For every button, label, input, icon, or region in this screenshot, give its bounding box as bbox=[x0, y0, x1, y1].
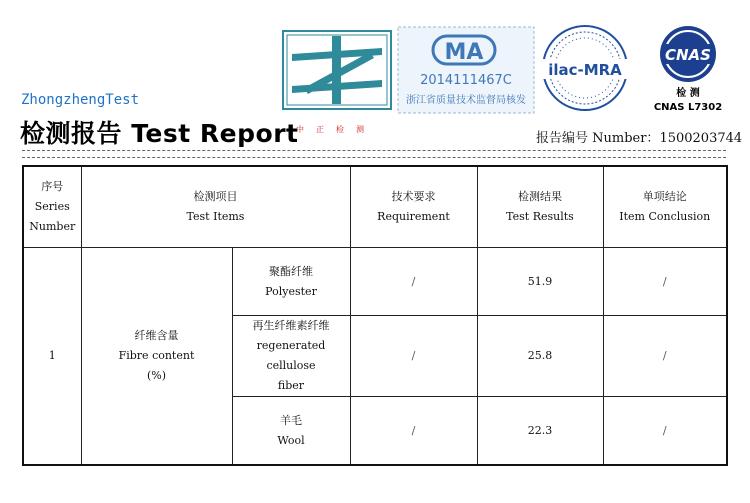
conclusion-cell: / bbox=[603, 316, 727, 397]
brand-subtitle: ZhongzhengTest bbox=[21, 92, 140, 108]
cnas-code: CNAS L7302 bbox=[653, 102, 723, 113]
requirement-cell: / bbox=[350, 316, 477, 397]
test-results-table bbox=[22, 165, 728, 466]
report-header bbox=[0, 0, 750, 160]
cma-logo-icon bbox=[397, 26, 535, 114]
test-item-group-cell: 纤维含量 Fibre content (%) bbox=[81, 248, 232, 466]
sub-item-cell: 聚酯纤维 Polyester bbox=[232, 248, 350, 316]
ilac-text: ilac-MRA bbox=[548, 61, 622, 79]
sub-item-cell: 再生纤维素纤维 regenerated cellulose fiber bbox=[232, 316, 350, 397]
requirement-cell: / bbox=[350, 248, 477, 316]
table-header-row bbox=[23, 166, 727, 248]
cma-caption: 浙江省质量技术监督局核发 bbox=[406, 95, 526, 106]
header-series: 序号 Series Number bbox=[23, 166, 81, 248]
report-number bbox=[536, 127, 742, 146]
header-divider bbox=[22, 150, 726, 158]
page-title: 检测报告 Test Report bbox=[20, 119, 299, 148]
header-item-conclusion: 单项结论 Item Conclusion bbox=[603, 166, 727, 248]
cma-letters: MA bbox=[444, 40, 484, 65]
cnas-text: CNAS bbox=[665, 46, 711, 64]
result-cell: 22.3 bbox=[477, 397, 603, 466]
header-test-items: 检测项目 Test Items bbox=[81, 166, 350, 248]
conclusion-cell: / bbox=[603, 248, 727, 316]
zhongzheng-logo-icon bbox=[282, 30, 392, 110]
cma-code: 2014111467C bbox=[420, 73, 512, 88]
header-test-results: 检测结果 Test Results bbox=[477, 166, 603, 248]
result-cell: 51.9 bbox=[477, 248, 603, 316]
report-number-value: 1500203744 bbox=[659, 131, 743, 146]
header-requirement: 技术要求 Requirement bbox=[350, 166, 477, 248]
ilac-mra-logo-icon bbox=[538, 22, 632, 114]
report-number-label: 报告编号 Number： bbox=[536, 131, 660, 146]
conclusion-cell: / bbox=[603, 397, 727, 466]
table-row bbox=[23, 248, 727, 316]
sub-item-cell: 羊毛 Wool bbox=[232, 397, 350, 466]
brand-small-cn: 中正检测 bbox=[296, 125, 376, 134]
cnas-logo-icon bbox=[633, 24, 743, 114]
requirement-cell: / bbox=[350, 397, 477, 466]
cnas-cn: 检 测 bbox=[676, 88, 700, 99]
result-cell: 25.8 bbox=[477, 316, 603, 397]
series-number-cell: 1 bbox=[23, 248, 81, 466]
